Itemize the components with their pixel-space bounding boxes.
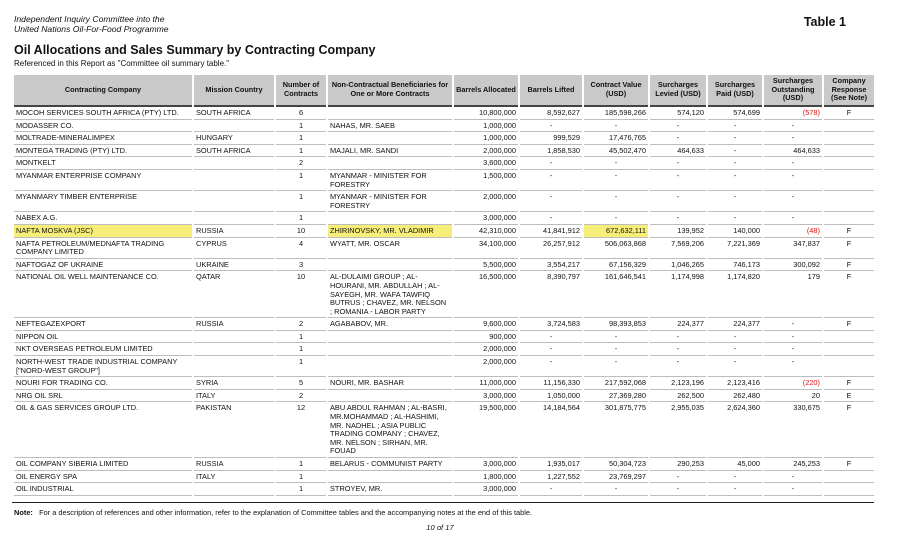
cell-contracts: 2 (276, 390, 326, 403)
cell-response: F (824, 225, 874, 238)
table-label: Table 1 (803, 15, 846, 29)
cell-contracts: 1 (276, 191, 326, 212)
cell-response: F (824, 259, 874, 272)
cell-country: CYPRUS (194, 238, 274, 259)
cell-allocated: 3,000,000 (454, 483, 518, 496)
cell-lifted: - (520, 120, 582, 133)
table-row (14, 170, 874, 191)
cell-allocated: 34,100,000 (454, 238, 518, 259)
cell-company: NKT OVERSEAS PETROLEUM LIMITED (14, 343, 192, 356)
cell-value: 185,598,266 (584, 107, 648, 120)
cell-beneficiaries: NOURI, MR. BASHAR (328, 377, 452, 390)
cell-paid: - (708, 356, 762, 377)
table-row (14, 107, 874, 120)
cell-response (824, 157, 874, 170)
table-row (14, 132, 874, 145)
cell-paid: 574,699 (708, 107, 762, 120)
cell-country: ITALY (194, 390, 274, 403)
cell-outstanding: (578) (764, 107, 822, 120)
cell-allocated: 1,000,000 (454, 120, 518, 133)
cell-allocated: 3,000,000 (454, 212, 518, 225)
cell-contracts: 3 (276, 259, 326, 272)
cell-outstanding: 179 (764, 271, 822, 318)
cell-beneficiaries (328, 107, 452, 120)
cell-company: OIL & GAS SERVICES GROUP LTD. (14, 402, 192, 458)
cell-beneficiaries: WYATT, MR. OSCAR (328, 238, 452, 259)
cell-value: 23,769,297 (584, 471, 648, 484)
cell-lifted: 41,841,912 (520, 225, 582, 238)
table-row (14, 259, 874, 272)
cell-response (824, 191, 874, 212)
cell-lifted: - (520, 483, 582, 496)
cell-paid: - (708, 120, 762, 133)
table-row (14, 402, 874, 458)
cell-beneficiaries (328, 212, 452, 225)
cell-country: ITALY (194, 471, 274, 484)
cell-allocated: 11,000,000 (454, 377, 518, 390)
cell-company: MOCOH SERVICES SOUTH AFRICA (PTY) LTD. (14, 107, 192, 120)
cell-outstanding: (220) (764, 377, 822, 390)
cell-value: - (584, 331, 648, 344)
cell-value: 217,592,068 (584, 377, 648, 390)
cell-lifted: 3,554,217 (520, 259, 582, 272)
cell-country (194, 191, 274, 212)
cell-contracts: 1 (276, 145, 326, 158)
cell-outstanding: - (764, 191, 822, 212)
cell-outstanding: - (764, 212, 822, 225)
table-row (14, 377, 874, 390)
cell-value: 672,632,111 (584, 225, 648, 238)
table-row (14, 343, 874, 356)
cell-value: 50,304,723 (584, 458, 648, 471)
cell-contracts: 6 (276, 107, 326, 120)
cell-company: NAFTA MOSKVA (JSC) (14, 225, 192, 238)
cell-beneficiaries (328, 157, 452, 170)
cell-levied: 290,253 (650, 458, 706, 471)
cell-lifted: 8,390,797 (520, 271, 582, 318)
cell-paid: 746,173 (708, 259, 762, 272)
cell-allocated: 19,500,000 (454, 402, 518, 458)
cell-levied: 224,377 (650, 318, 706, 331)
cell-paid: 7,221,369 (708, 238, 762, 259)
cell-contracts: 1 (276, 212, 326, 225)
cell-value: 17,476,765 (584, 132, 648, 145)
cell-response: F (824, 377, 874, 390)
cell-paid: - (708, 343, 762, 356)
table-row (14, 390, 874, 403)
cell-country: RUSSIA (194, 318, 274, 331)
cell-levied: 1,046,265 (650, 259, 706, 272)
cell-lifted: 3,724,583 (520, 318, 582, 331)
cell-levied: - (650, 120, 706, 133)
cell-company: NAFTA PETROLEUM/MEDNAFTA TRADING COMPANY LIMITED (14, 238, 192, 259)
cell-outstanding: - (764, 120, 822, 133)
cell-country: RUSSIA (194, 458, 274, 471)
cell-company: NABEX A.G. (14, 212, 192, 225)
cell-contracts: 1 (276, 356, 326, 377)
cell-value: - (584, 356, 648, 377)
cell-response (824, 120, 874, 133)
cell-beneficiaries: ZHIRINOVSKY, MR. VLADIMIR (328, 225, 452, 238)
cell-paid: 2,624,360 (708, 402, 762, 458)
col-header-allocated: Barrels Allocated (454, 75, 518, 107)
cell-contracts: 1 (276, 483, 326, 496)
cell-allocated: 3,600,000 (454, 157, 518, 170)
cell-contracts: 1 (276, 331, 326, 344)
cell-lifted: 14,184,564 (520, 402, 582, 458)
cell-contracts: 4 (276, 238, 326, 259)
cell-value: - (584, 191, 648, 212)
cell-outstanding: 20 (764, 390, 822, 403)
cell-levied: - (650, 356, 706, 377)
cell-lifted: 11,156,330 (520, 377, 582, 390)
cell-value: 506,063,868 (584, 238, 648, 259)
cell-company: NORTH-WEST TRADE INDUSTRIAL COMPANY ["NORD-WEST GROUP"] (14, 356, 192, 377)
cell-value: 27,369,280 (584, 390, 648, 403)
cell-lifted: 8,592,627 (520, 107, 582, 120)
cell-paid: - (708, 145, 762, 158)
cell-country: RUSSIA (194, 225, 274, 238)
cell-levied: 1,174,998 (650, 271, 706, 318)
cell-outstanding: 300,092 (764, 259, 822, 272)
cell-country: PAKISTAN (194, 402, 274, 458)
table-row (14, 225, 874, 238)
cell-allocated: 2,000,000 (454, 343, 518, 356)
cell-contracts: 1 (276, 343, 326, 356)
cell-country (194, 331, 274, 344)
cell-levied: - (650, 483, 706, 496)
cell-country: UKRAINE (194, 259, 274, 272)
cell-value: 67,156,329 (584, 259, 648, 272)
cell-value: - (584, 120, 648, 133)
cell-country: SOUTH AFRICA (194, 145, 274, 158)
cell-allocated: 5,500,000 (454, 259, 518, 272)
cell-response: F (824, 402, 874, 458)
cell-allocated: 9,600,000 (454, 318, 518, 331)
table-row (14, 157, 874, 170)
oil-allocations-table-container (12, 75, 874, 496)
cell-country (194, 170, 274, 191)
cell-contracts: 1 (276, 471, 326, 484)
cell-lifted: 1,050,000 (520, 390, 582, 403)
committee-name-line1: Independent Inquiry Committee into the (14, 14, 165, 24)
cell-company: NIPPON OIL (14, 331, 192, 344)
cell-beneficiaries (328, 259, 452, 272)
cell-value: - (584, 212, 648, 225)
cell-company: MODASSER CO. (14, 120, 192, 133)
cell-lifted: - (520, 343, 582, 356)
cell-outstanding: - (764, 170, 822, 191)
cell-beneficiaries: AGABABOV, MR. (328, 318, 452, 331)
page-title: Oil Allocations and Sales Summary by Contracting Company (14, 43, 376, 57)
cell-levied: - (650, 191, 706, 212)
cell-contracts: 2 (276, 157, 326, 170)
cell-country (194, 356, 274, 377)
cell-beneficiaries: ABU ABDUL RAHMAN ; AL-BASRI, MR.MOHAMMAD ; AL-HASHIMI, MR. NADHEL ; ASIA PUBLIC TRADING COMPANY ; CHAVEZ, MR. NELSON ; SIRHAN, MR. FOUAD (328, 402, 452, 458)
cell-beneficiaries (328, 356, 452, 377)
cell-company: MOLTRADE-MINERALIMPEX (14, 132, 192, 145)
cell-country (194, 483, 274, 496)
table-row (14, 458, 874, 471)
col-header-response: Company Response (See Note) (824, 75, 874, 107)
cell-response: F (824, 318, 874, 331)
cell-allocated: 900,000 (454, 331, 518, 344)
table-row (14, 331, 874, 344)
cell-company: MONTEGA TRADING (PTY) LTD. (14, 145, 192, 158)
cell-outstanding: 245,253 (764, 458, 822, 471)
cell-beneficiaries: NAHAS, MR. SAEB (328, 120, 452, 133)
col-header-country: Mission Country (194, 75, 274, 107)
cell-allocated: 42,310,000 (454, 225, 518, 238)
oil-allocations-table (12, 75, 876, 496)
cell-company: NATIONAL OIL WELL MAINTENANCE CO. (14, 271, 192, 318)
cell-response (824, 331, 874, 344)
cell-response (824, 212, 874, 225)
cell-contracts: 5 (276, 377, 326, 390)
cell-paid: 262,480 (708, 390, 762, 403)
cell-paid: - (708, 157, 762, 170)
footer-divider (12, 502, 874, 503)
cell-allocated: 10,800,000 (454, 107, 518, 120)
cell-country: QATAR (194, 271, 274, 318)
cell-country: HUNGARY (194, 132, 274, 145)
table-note (14, 508, 532, 517)
cell-paid: - (708, 483, 762, 496)
cell-paid: 140,000 (708, 225, 762, 238)
table-row (14, 212, 874, 225)
cell-company: OIL INDUSTRIAL (14, 483, 192, 496)
col-header-outstanding: Surcharges Outstanding (USD) (764, 75, 822, 107)
table-row (14, 145, 874, 158)
cell-response (824, 356, 874, 377)
cell-country (194, 157, 274, 170)
col-header-levied: Surcharges Levied (USD) (650, 75, 706, 107)
cell-levied: 2,123,196 (650, 377, 706, 390)
cell-outstanding: - (764, 318, 822, 331)
cell-beneficiaries: STROYEV, MR. (328, 483, 452, 496)
cell-outstanding: - (764, 157, 822, 170)
cell-country: SYRIA (194, 377, 274, 390)
page-number: 10 of 17 (426, 523, 454, 532)
cell-outstanding: - (764, 356, 822, 377)
cell-outstanding: - (764, 471, 822, 484)
cell-allocated: 3,000,000 (454, 390, 518, 403)
cell-allocated: 2,000,000 (454, 145, 518, 158)
cell-paid: 1,174,820 (708, 271, 762, 318)
cell-value: 98,393,853 (584, 318, 648, 331)
cell-contracts: 12 (276, 402, 326, 458)
col-header-beneficiaries: Non-Contractual Beneficiaries for One or More Contracts (328, 75, 452, 107)
cell-outstanding: - (764, 483, 822, 496)
cell-paid: 2,123,416 (708, 377, 762, 390)
cell-beneficiaries: MYANMAR - MINISTER FOR FORESTRY (328, 170, 452, 191)
cell-outstanding: (48) (764, 225, 822, 238)
cell-allocated: 2,000,000 (454, 356, 518, 377)
cell-response: F (824, 238, 874, 259)
cell-value: 161,646,541 (584, 271, 648, 318)
cell-response (824, 471, 874, 484)
cell-value: 45,502,470 (584, 145, 648, 158)
committee-name-line2: United Nations Oil-For-Food Programme (14, 24, 169, 34)
cell-levied: 464,633 (650, 145, 706, 158)
cell-company: OIL COMPANY SIBERIA LIMITED (14, 458, 192, 471)
cell-levied: - (650, 471, 706, 484)
cell-lifted: - (520, 331, 582, 344)
cell-outstanding: 347,837 (764, 238, 822, 259)
cell-lifted: 1,858,530 (520, 145, 582, 158)
cell-response: F (824, 107, 874, 120)
cell-levied: 2,955,035 (650, 402, 706, 458)
cell-allocated: 1,800,000 (454, 471, 518, 484)
cell-value: - (584, 157, 648, 170)
cell-levied: - (650, 170, 706, 191)
cell-levied: - (650, 132, 706, 145)
cell-company: NRG OIL SRL (14, 390, 192, 403)
col-header-paid: Surcharges Paid (USD) (708, 75, 762, 107)
cell-outstanding: 330,675 (764, 402, 822, 458)
cell-allocated: 16,500,000 (454, 271, 518, 318)
table-row (14, 483, 874, 496)
col-header-company: Contracting Company (14, 75, 192, 107)
cell-lifted: 26,257,912 (520, 238, 582, 259)
cell-levied: - (650, 157, 706, 170)
cell-paid: - (708, 132, 762, 145)
cell-response (824, 343, 874, 356)
cell-lifted: 999,529 (520, 132, 582, 145)
cell-contracts: 1 (276, 170, 326, 191)
cell-contracts: 10 (276, 271, 326, 318)
cell-levied: - (650, 331, 706, 344)
cell-response (824, 483, 874, 496)
cell-allocated: 1,000,000 (454, 132, 518, 145)
table-row (14, 471, 874, 484)
cell-response: F (824, 458, 874, 471)
table-row (14, 356, 874, 377)
cell-response: E (824, 390, 874, 403)
cell-beneficiaries (328, 390, 452, 403)
cell-beneficiaries (328, 331, 452, 344)
cell-lifted: - (520, 356, 582, 377)
cell-levied: 139,952 (650, 225, 706, 238)
col-header-contracts: Number of Contracts (276, 75, 326, 107)
cell-lifted: 1,935,017 (520, 458, 582, 471)
cell-beneficiaries: BELARUS - COMMUNIST PARTY (328, 458, 452, 471)
cell-value: 301,875,775 (584, 402, 648, 458)
cell-levied: 7,569,206 (650, 238, 706, 259)
cell-levied: - (650, 343, 706, 356)
cell-paid: - (708, 191, 762, 212)
cell-company: OIL ENERGY SPA (14, 471, 192, 484)
cell-paid: - (708, 331, 762, 344)
cell-company: MYANMARY TIMBER ENTERPRISE (14, 191, 192, 212)
cell-lifted: - (520, 170, 582, 191)
cell-response (824, 132, 874, 145)
cell-allocated: 1,500,000 (454, 170, 518, 191)
col-header-lifted: Barrels Lifted (520, 75, 582, 107)
cell-value: - (584, 170, 648, 191)
cell-company: NOURI FOR TRADING CO. (14, 377, 192, 390)
cell-allocated: 3,000,000 (454, 458, 518, 471)
table-header-row (14, 75, 874, 107)
cell-company: NEFTEGAZEXPORT (14, 318, 192, 331)
cell-country (194, 343, 274, 356)
cell-levied: - (650, 212, 706, 225)
table-row (14, 271, 874, 318)
cell-country: SOUTH AFRICA (194, 107, 274, 120)
cell-lifted: - (520, 157, 582, 170)
committee-name (14, 14, 169, 34)
cell-outstanding: - (764, 132, 822, 145)
cell-allocated: 2,000,000 (454, 191, 518, 212)
table-row (14, 120, 874, 133)
cell-value: - (584, 343, 648, 356)
cell-outstanding: - (764, 343, 822, 356)
table-row (14, 191, 874, 212)
page-subtitle: Referenced in this Report as "Committee oil summary table." (14, 59, 230, 68)
cell-lifted: - (520, 212, 582, 225)
cell-lifted: 1,227,552 (520, 471, 582, 484)
cell-beneficiaries (328, 132, 452, 145)
cell-country (194, 120, 274, 133)
table-body (14, 107, 874, 496)
cell-levied: 574,120 (650, 107, 706, 120)
cell-company: NAFTOGAZ OF UKRAINE (14, 259, 192, 272)
cell-paid: - (708, 170, 762, 191)
cell-levied: 262,500 (650, 390, 706, 403)
cell-beneficiaries: MYANMAR - MINISTER FOR FORESTRY (328, 191, 452, 212)
col-header-value: Contract Value (USD) (584, 75, 648, 107)
note-label: Note: (14, 508, 33, 517)
cell-company: MONTKELT (14, 157, 192, 170)
cell-outstanding: - (764, 331, 822, 344)
table-row (14, 318, 874, 331)
cell-contracts: 1 (276, 120, 326, 133)
cell-contracts: 2 (276, 318, 326, 331)
cell-paid: - (708, 212, 762, 225)
cell-response (824, 145, 874, 158)
cell-contracts: 10 (276, 225, 326, 238)
cell-contracts: 1 (276, 458, 326, 471)
cell-value: - (584, 483, 648, 496)
cell-paid: 224,377 (708, 318, 762, 331)
cell-beneficiaries (328, 471, 452, 484)
table-row (14, 238, 874, 259)
cell-paid: 45,000 (708, 458, 762, 471)
note-text: For a description of references and other information, refer to the explanation of Committee tables and the accompanying notes at the end of this table. (39, 508, 533, 517)
cell-paid: - (708, 471, 762, 484)
cell-response: F (824, 271, 874, 318)
cell-beneficiaries: AL-DULAIMI GROUP ; AL-HOURANI, MR. ABDULLAH ; AL-SAYEGH, MR. WAFA TAWFIQ BUTRUS ; CHAVEZ, MR. NELSON ; ROMANIA - LABOR PARTY (328, 271, 452, 318)
cell-outstanding: 464,633 (764, 145, 822, 158)
cell-beneficiaries: MAJALI, MR. SANDI (328, 145, 452, 158)
cell-response (824, 170, 874, 191)
cell-country (194, 212, 274, 225)
cell-company: MYANMAR ENTERPRISE COMPANY (14, 170, 192, 191)
cell-lifted: - (520, 191, 582, 212)
cell-contracts: 1 (276, 132, 326, 145)
cell-beneficiaries (328, 343, 452, 356)
